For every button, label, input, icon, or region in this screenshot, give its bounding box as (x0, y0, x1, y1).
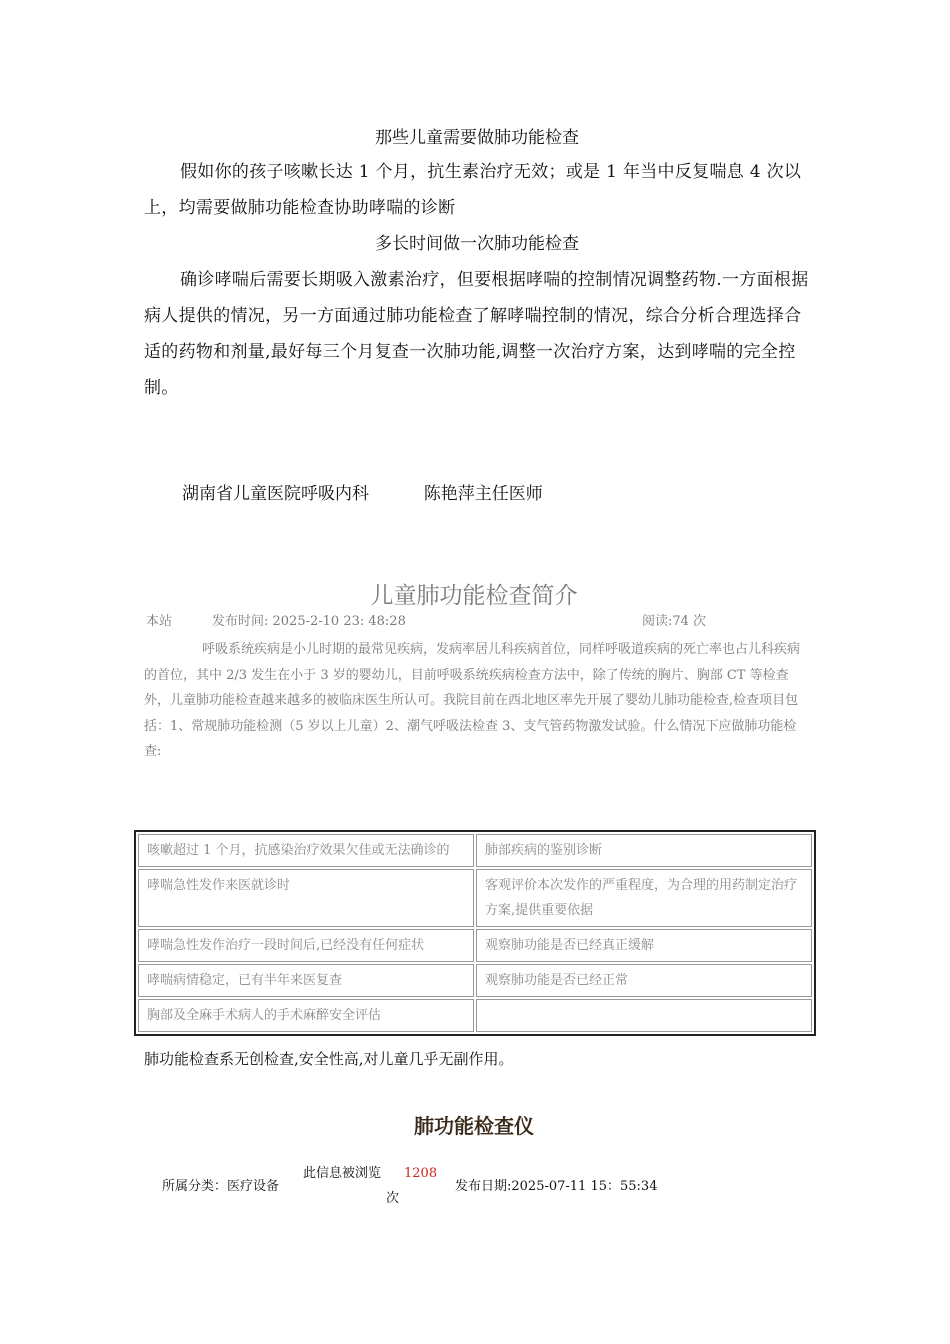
table-cell-indication: 胸部及全麻手术病人的手术麻醉安全评估 (138, 999, 474, 1032)
table-row (138, 999, 812, 1032)
article-meta (146, 612, 816, 632)
table-row (138, 869, 812, 927)
heading-how-often: 多长时间做一次肺功能检查 (375, 234, 579, 254)
article-title: 儿童肺功能检查简介 (370, 583, 578, 609)
table-cell-purpose: 观察肺功能是否已经正常 (476, 964, 812, 997)
device-publish-date: 发布日期:2025-07-11 15：55:34 (455, 1179, 658, 1194)
article-source: 本站 (146, 614, 173, 629)
table-cell-purpose: 客观评价本次发作的严重程度，为合理的用药制定治疗方案,提供重要依据 (476, 869, 812, 927)
table-cell-purpose: 肺部疾病的鉴别诊断 (476, 834, 812, 867)
table-cell-indication: 哮喘急性发作治疗一段时间后,已经没有任何症状 (138, 929, 474, 962)
table-cell-indication: 哮喘急性发作来医就诊时 (138, 869, 474, 927)
table-cell-indication: 哮喘病情稳定，已有半年来医复查 (138, 964, 474, 997)
table-cell-indication: 咳嗽超过 1 个月，抗感染治疗效果欠佳或无法确诊的 (138, 834, 474, 867)
table-row (138, 964, 812, 997)
indication-table (134, 830, 816, 1036)
safety-note: 肺功能检查系无创检查,安全性高,对儿童几乎无副作用。 (144, 1050, 514, 1068)
device-views-count: 1208 (404, 1166, 438, 1181)
signature (182, 476, 543, 512)
table-cell-purpose (476, 999, 812, 1032)
paragraph-control: 确诊哮喘后需要长期吸入激素治疗，但要根据哮喘的控制情况调整药物.一方面根据病人提供的情况，另一方面通过肺功能检查了解哮喘控制的情况，综合分析合理选择合适的药物和剂量,最好每三个月复查一次肺功能,调整一次治疗方案，达到哮喘的完全控制。 (144, 270, 809, 398)
device-category: 所属分类：医疗设备 (162, 1179, 280, 1194)
article-body: 呼吸系统疾病是小儿时期的最常见疾病，发病率居儿科疾病首位，同样呼吸道疾病的死亡率也占儿科疾病的首位，其中 2/3 发生在小于 3 岁的婴幼儿，目前呼吸系统疾病检查方法中，除了传统的胸片、胸部 CT 等检查外，儿童肺功能检查越来越多的被临床医生所认可。我院目前在西北地区率先开展了婴幼儿肺功能检查,检查项目包括：1、常规肺功能检测（5 岁以上儿童）2、潮气呼吸法检查 3、支气管药物激发试验。什么情况下应做肺功能检查: (144, 642, 801, 759)
device-title: 肺功能检查仪 (414, 1114, 534, 1138)
hospital-name: 湖南省儿童医院呼吸内科 (182, 484, 369, 504)
table-row (138, 834, 812, 867)
doctor-name: 陈艳萍主任医师 (423, 484, 543, 504)
table-cell-purpose: 观察肺功能是否已经真正缓解 (476, 929, 812, 962)
device-views-prefix: 此信息被浏览 (303, 1166, 382, 1181)
table-row (138, 929, 812, 962)
heading-which-children: 那些儿童需要做肺功能检查 (375, 128, 579, 148)
article-publish-time: 发布时间: 2025-2-10 23: 48:28 (212, 614, 406, 629)
paragraph-symptoms: 假如你的孩子咳嗽长达 1 个月，抗生素治疗无效；或是 1 年当中反复喘息 4 次以上，均需要做肺功能检查协助哮喘的诊断 (144, 162, 802, 218)
article-views: 阅读:74 次 (642, 614, 707, 629)
device-views-suffix: 次 (386, 1191, 400, 1206)
